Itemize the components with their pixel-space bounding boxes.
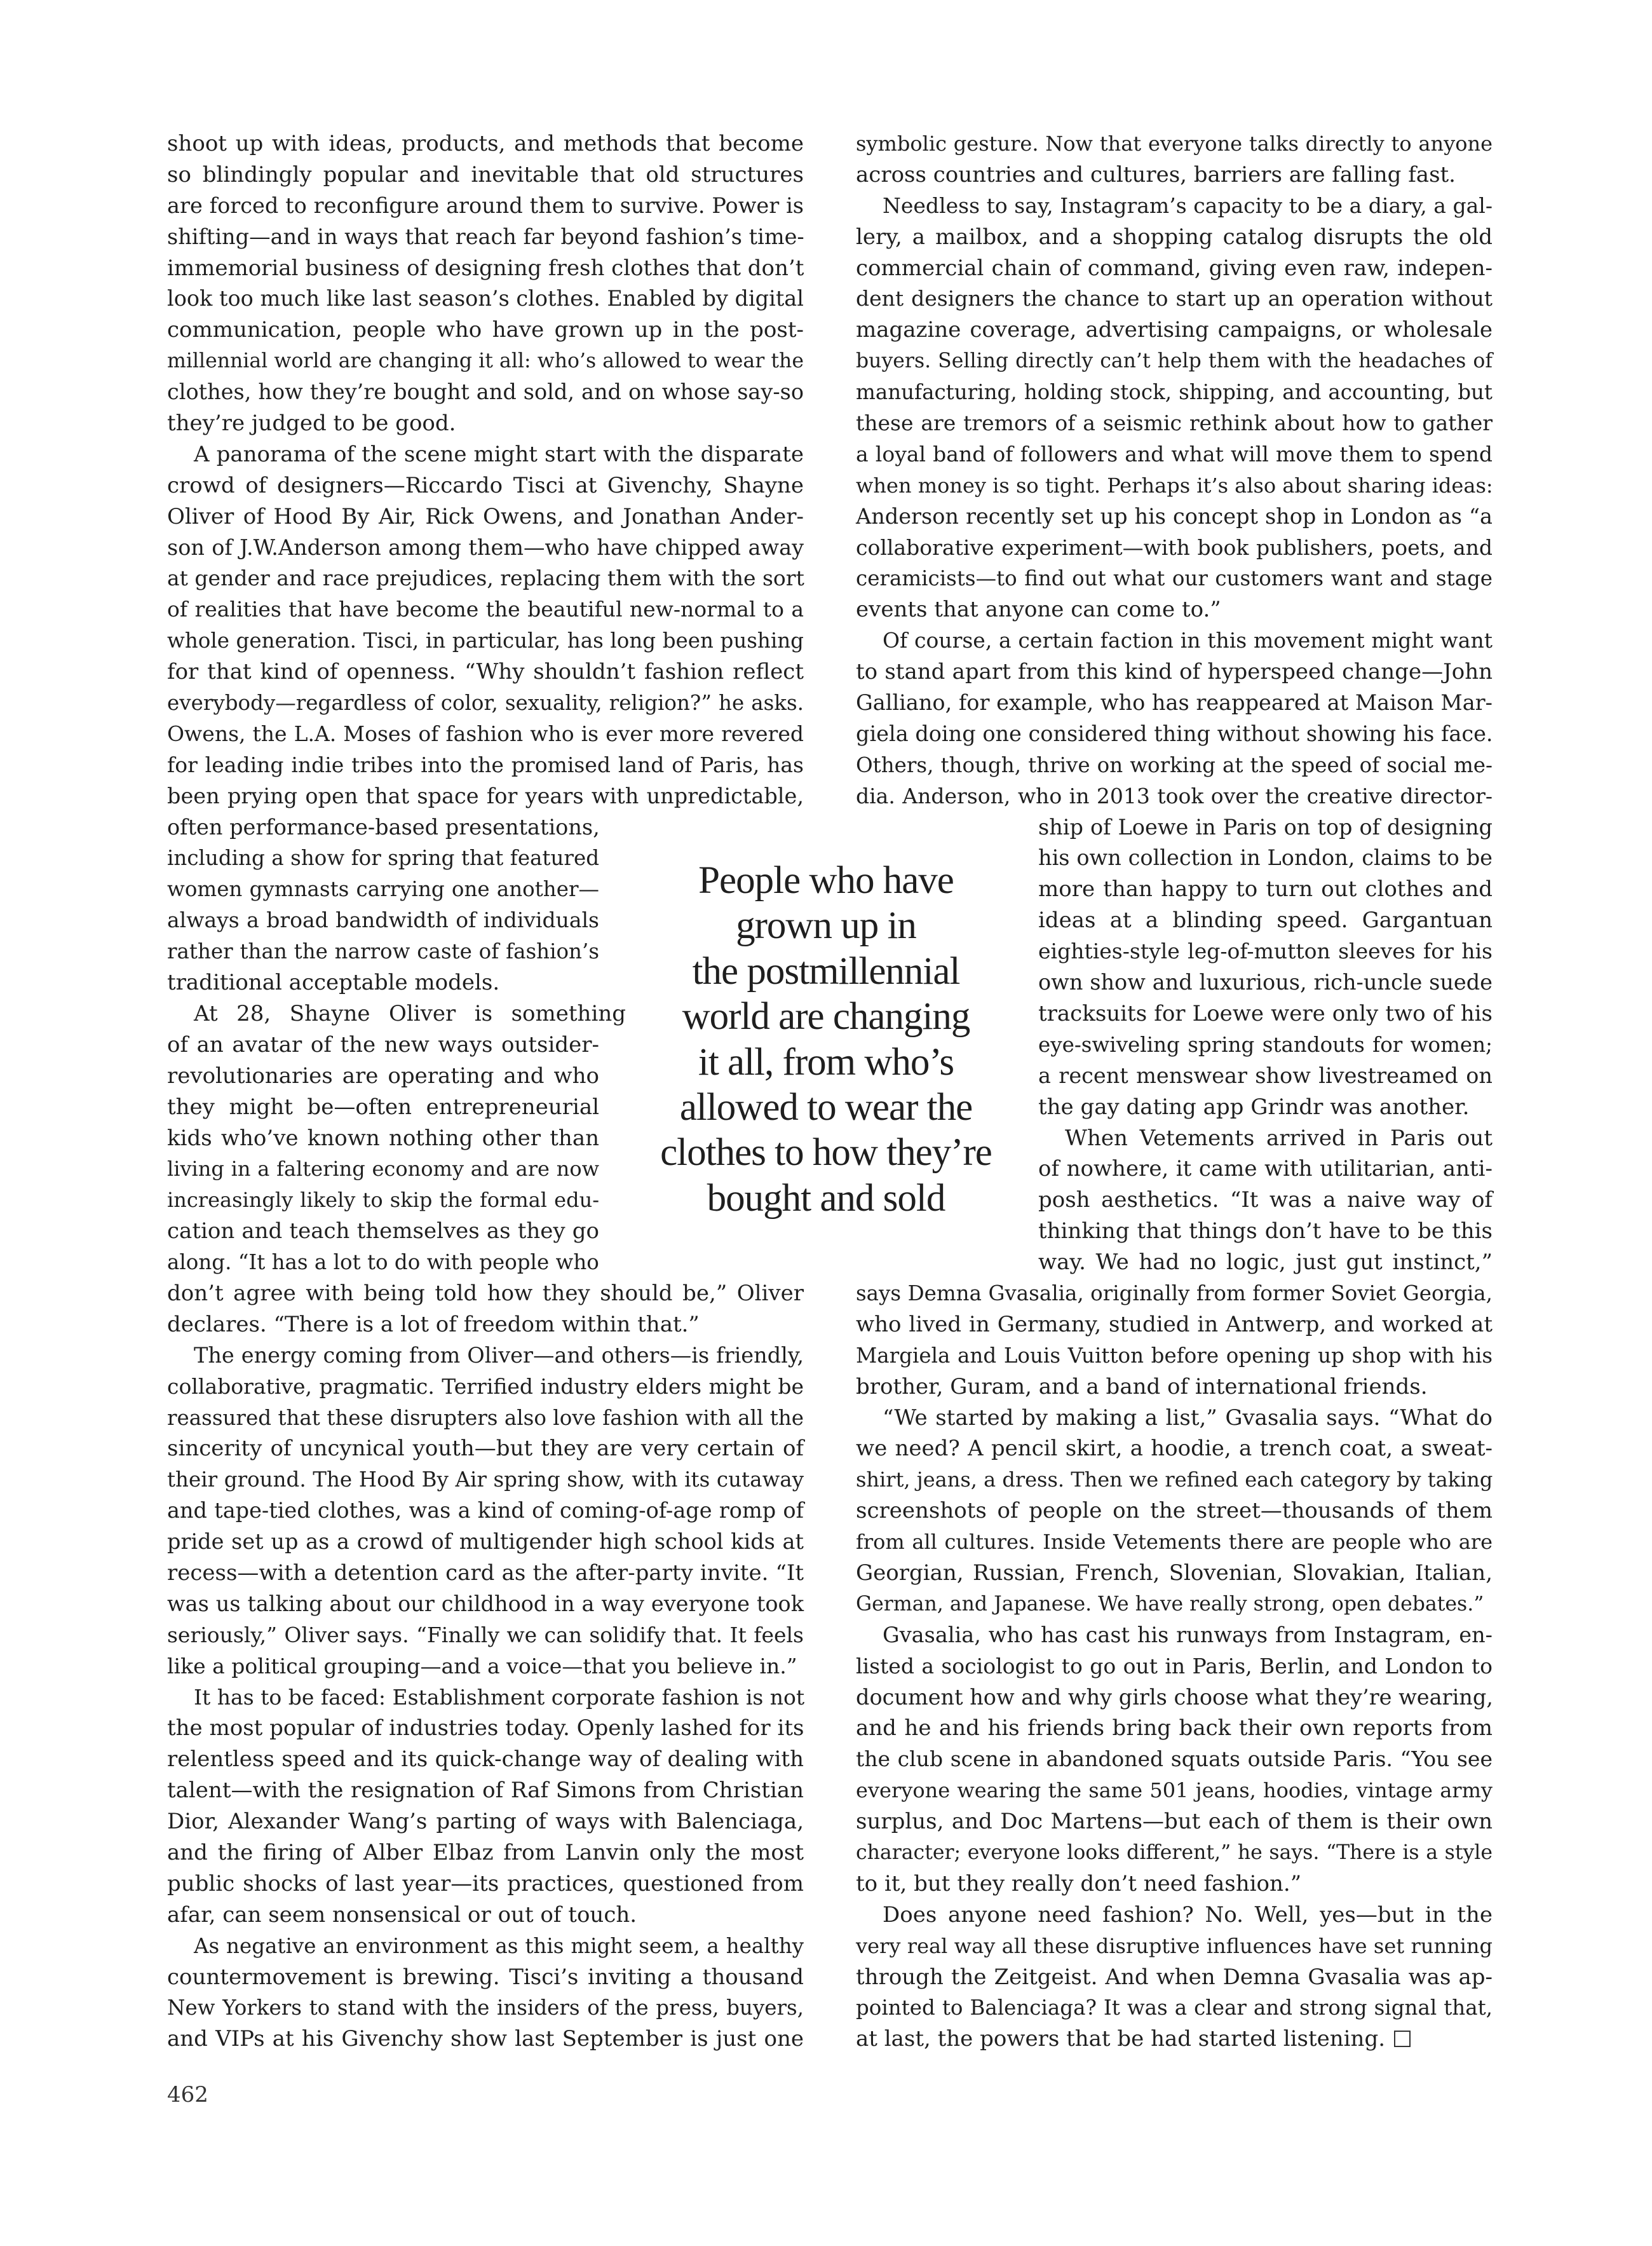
text-line: revolutionaries are operating and who [167, 1063, 599, 1089]
text-line: character; everyone looks different,” he says. “There is a style [856, 1841, 1493, 1864]
pull-quote-line: it all, from who’s [698, 1040, 954, 1084]
text-line: “We started by making a list,” Gvasalia says. “What do [883, 1405, 1493, 1431]
text-line: their ground. The Hood By Air spring show, with its cutaway [167, 1467, 804, 1492]
text-line: son of J.W.Anderson among them—who have chipped away [167, 534, 804, 560]
text-line: relentless speed and its quick-change way of dealing with [167, 1746, 804, 1773]
text-line: events that anyone can come to.” [856, 597, 1221, 623]
text-line: of nowhere, it came with utilitarian, anti- [1038, 1156, 1493, 1182]
end-mark-icon [1394, 2031, 1411, 2047]
pull-quote-line: People who have [698, 859, 954, 902]
text-line: his own collection in London, claims to be [1038, 845, 1493, 871]
text-line: document how and why girls choose what they’re wearing, [856, 1684, 1493, 1710]
text-line: when money is so tight. Perhaps it’s also about sharing ideas: [856, 473, 1493, 498]
text-line: whole generation. Tisci, in particular, has long been pushing [167, 629, 804, 653]
text-line: a recent menswear show livestreamed on [1038, 1063, 1493, 1088]
text-line: crowd of designers—Riccardo Tisci at Givenchy, Shayne [167, 472, 804, 498]
text-line: we need? A pencil skirt, a hoodie, a trench coat, a sweat- [856, 1436, 1493, 1462]
text-line: Oliver of Hood By Air, Rick Owens, and Jonathan Ander- [167, 503, 804, 529]
text-line: eye-swiveling spring standouts for women; [1038, 1032, 1493, 1057]
text-line: communication, people who have grown up in the post- [167, 317, 804, 343]
text-line: and VIPs at his Givenchy show last September is just one [167, 2026, 804, 2052]
text-line: lery, a mailbox, and a shopping catalog disrupts the old [856, 224, 1493, 250]
text-line: Georgian, Russian, French, Slovenian, Slovakian, Italian, [856, 1560, 1493, 1586]
text-line: pride set up as a crowd of multigender high school kids at [167, 1529, 804, 1555]
text-line: recess—with a detention card as the after-party invite. “It [167, 1560, 804, 1586]
text-line: reassured that these disrupters also love fashion with all the [167, 1405, 804, 1430]
text-line: and tape-tied clothes, was a kind of coming-of-age romp of [167, 1498, 804, 1523]
text-line: seriously,” Oliver says. “Finally we can solidify that. It feels [167, 1622, 804, 1647]
text-line: Does anyone need fashion? No. Well, yes—but in the [883, 1902, 1493, 1928]
text-line: everybody—regardless of color, sexuality, religion?” he asks. [167, 691, 804, 716]
text-line: a loyal band of followers and what will move them to spend [856, 441, 1493, 466]
pull-quote-line: bought and sold [707, 1176, 945, 1220]
text-line: through the Zeitgeist. And when Demna Gvasalia was ap- [856, 1964, 1493, 1990]
text-line: collaborative, pragmatic. Terrified industry elders might be [167, 1373, 804, 1399]
text-line: Of course, a certain faction in this movement might want [883, 628, 1493, 653]
text-line: shoot up with ideas, products, and methods that become [167, 131, 804, 156]
pull-quote-line: the postmillennial [692, 949, 960, 993]
text-line: Others, though, thrive on working at the speed of social me- [856, 752, 1493, 777]
text-line: public shocks of last year—its practices, questioned from [167, 1870, 804, 1896]
text-line: symbolic gesture. Now that everyone talks directly to anyone [856, 132, 1493, 156]
text-line: living in a faltering economy and are now [167, 1157, 599, 1181]
text-line: of realities that have become the beautiful new-normal to a [167, 597, 804, 622]
text-line: the club scene in abandoned squats outside Paris. “You see [856, 1746, 1493, 1772]
text-line: and he and his friends bring back their own reports from [856, 1715, 1493, 1741]
text-line: been prying open that space for years with unpredictable, [167, 783, 804, 808]
text-line: Anderson recently set up his concept shop in London as “a [856, 503, 1493, 529]
text-line: commercial chain of command, giving even raw, indepen- [856, 255, 1493, 281]
text-line: says Demna Gvasalia, originally from former Soviet Georgia, [856, 1281, 1493, 1305]
text-line: dia. Anderson, who in 2013 took over the creative director- [856, 783, 1493, 808]
text-line: eighties-style leg-of-mutton sleeves for his [1038, 939, 1493, 964]
page-number: 462 [167, 2082, 208, 2107]
text-line: countermovement is brewing. Tisci’s inviting a thousand [167, 1964, 804, 1990]
text-line: women gymnasts carrying one another— [167, 877, 599, 902]
text-line: millennial world are changing it all: who’s allowed to wear the [167, 350, 804, 373]
text-line: so blindingly popular and inevitable that old structures [167, 161, 804, 187]
text-line: the gay dating app Grindr was another. [1038, 1094, 1470, 1120]
text-line: to it, but they really don’t need fashion.” [856, 1870, 1302, 1896]
text-line: along. “It has a lot to do with people who [167, 1250, 599, 1275]
text-line: across countries and cultures, barriers are falling fast. [856, 161, 1456, 187]
text-line: posh aesthetics. “It was a naive way of [1038, 1187, 1493, 1213]
text-line: screenshots of people on the street—thousands of them [856, 1498, 1493, 1524]
text-line: these are tremors of a seismic rethink about how to gather [856, 411, 1493, 436]
text-line: like a political grouping—and a voice—that you believe in.” [167, 1653, 797, 1678]
text-line: giela doing one considered thing without showing his face. [856, 721, 1493, 746]
text-line: tracksuits for Loewe were only two of his [1038, 1000, 1493, 1026]
text-line: for that kind of openness. “Why shouldn’t fashion reflect [167, 659, 804, 685]
text-line: declares. “There is a lot of freedom within that.” [167, 1311, 700, 1337]
text-line: brother, Guram, and a band of international friends. [856, 1373, 1428, 1399]
text-line: Owens, the L.A. Moses of fashion who is ever more revered [167, 721, 804, 746]
text-line: they might be—often entrepreneurial [167, 1094, 599, 1120]
pull-quote-line: world are changing [682, 995, 970, 1038]
text-line: afar, can seem nonsensical or out of touch. [167, 1902, 637, 1928]
text-line: look too much like last season’s clothes. Enabled by digital [167, 286, 804, 311]
text-line: surplus, and Doc Martens—but each of them is their own [856, 1809, 1493, 1835]
text-line: The energy coming from Oliver—and others—is friendly, [194, 1342, 804, 1368]
text-line: shifting—and in ways that reach far beyond fashion’s time- [167, 224, 804, 249]
text-line: clothes, how they’re bought and sold, and on whose say-so [167, 379, 804, 405]
text-line: increasingly likely to skip the formal edu- [167, 1188, 599, 1213]
text-line: Gvasalia, who has cast his runways from Instagram, en- [883, 1622, 1493, 1647]
text-line: at gender and race prejudices, replacing them with the sort [167, 566, 804, 591]
pull-quote-line: grown up in [736, 904, 916, 948]
text-line: very real way all these disruptive influences have set running [856, 1933, 1493, 1958]
text-line: sincerity of uncynical youth—but they are very certain of [167, 1436, 804, 1462]
text-line: kids who’ve known nothing other than [167, 1125, 599, 1151]
text-line: of an avatar of the new ways outsider- [167, 1031, 599, 1058]
text-line: often performance-based presentations, [167, 814, 600, 840]
text-line: to stand apart from this kind of hyperspeed change—John [856, 659, 1493, 685]
pull-quote [629, 858, 1023, 1221]
text-line: manufacturing, holding stock, shipping, and accounting, but [856, 380, 1493, 405]
text-line: way. We had no logic, just gut instinct,” [1038, 1249, 1493, 1276]
text-line: ship of Loewe in Paris on top of designing [1038, 814, 1493, 840]
text-line: don’t agree with being told how they should be,” Oliver [167, 1280, 804, 1306]
text-line: Dior, Alexander Wang’s parting of ways with Balenciaga, [167, 1809, 804, 1835]
text-line: who lived in Germany, studied in Antwerp, and worked at [856, 1311, 1493, 1337]
text-line: rather than the narrow caste of fashion’s [167, 939, 599, 964]
text-line: Galliano, for example, who has reappeared at Maison Mar- [856, 690, 1493, 716]
text-line: everyone wearing the same 501 jeans, hoodies, vintage army [856, 1778, 1493, 1803]
text-line: talent—with the resignation of Raf Simons from Christian [167, 1778, 804, 1804]
text-line: including a show for spring that featured [167, 846, 599, 871]
text-line: Margiela and Louis Vuitton before opening up shop with his [856, 1343, 1493, 1368]
text-line: At 28, Shayne Oliver is something [194, 1000, 626, 1026]
pull-quote-line: allowed to wear the [679, 1086, 973, 1129]
text-line: thinking that things don’t have to be this [1038, 1218, 1493, 1244]
text-line: ceramicists—to find out what our customers want and stage [856, 566, 1493, 591]
text-line: shirt, jeans, a dress. Then we refined each category by taking [856, 1467, 1493, 1492]
text-line: A panorama of the scene might start with the disparate [194, 441, 804, 467]
text-line: from all cultures. Inside Vetements there are people who are [856, 1530, 1493, 1555]
text-line: magazine coverage, advertising campaigns, or wholesale [856, 317, 1493, 343]
text-line: New Yorkers to stand with the insiders of the press, buyers, [167, 1996, 804, 2020]
text-line: German, and Japanese. We have really strong, open debates.” [856, 1592, 1484, 1616]
text-line: ideas at a blinding speed. Gargantuan [1038, 908, 1493, 934]
text-line: are forced to reconfigure around them to survive. Power is [167, 193, 804, 218]
text-line: they’re judged to be good. [167, 411, 456, 437]
text-line: It has to be faced: Establishment corporate fashion is not [194, 1684, 805, 1710]
text-line: cation and teach themselves as they go [167, 1218, 599, 1244]
text-line: When Vetements arrived in Paris out [1065, 1125, 1493, 1151]
text-line: listed a sociologist to go out in Paris, Berlin, and London to [856, 1653, 1493, 1678]
text-line: always a broad bandwidth of individuals [167, 908, 599, 933]
text-line: and the firing of Alber Elbaz from Lanvin only the most [167, 1839, 804, 1865]
text-line: own show and luxurious, rich-uncle suede [1038, 970, 1493, 995]
text-line: pointed to Balenciaga? It was a clear and strong signal that, [856, 1996, 1493, 2020]
text-line: immemorial business of designing fresh clothes that don’t [167, 255, 804, 281]
text-line: traditional acceptable models. [167, 970, 500, 996]
text-line: collaborative experiment—with book publishers, poets, and [856, 534, 1493, 560]
text-line: Needless to say, Instagram’s capacity to be a diary, a gal- [883, 193, 1493, 218]
text-line: buyers. Selling directly can’t help them with the headaches of [856, 350, 1493, 373]
text-line: for leading indie tribes into the promised land of Paris, has [167, 752, 804, 777]
text-line: more than happy to turn out clothes and [1038, 876, 1493, 902]
text-line: was us talking about our childhood in a way everyone took [167, 1591, 804, 1616]
text-line: As negative an environment as this might seem, a healthy [194, 1933, 804, 1958]
text-line: the most popular of industries today. Openly lashed for its [167, 1715, 804, 1741]
text-line: at last, the powers that be had started listening. [856, 2024, 1493, 2055]
pull-quote-line: clothes to how they’re [660, 1131, 992, 1174]
text-line: dent designers the chance to start up an operation without [856, 286, 1493, 311]
